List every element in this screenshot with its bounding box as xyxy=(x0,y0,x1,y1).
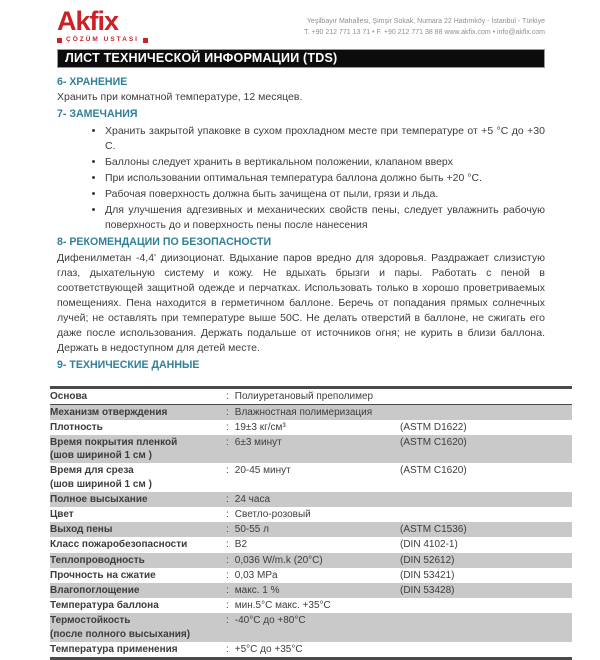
table-row-label: Цвет xyxy=(50,509,74,520)
table-row-standard: (DIN 4102-1) xyxy=(400,539,458,551)
table-row-value: : B2 xyxy=(226,539,248,551)
logo-tagline xyxy=(57,37,148,44)
table-row-standard xyxy=(400,387,572,404)
table-row xyxy=(50,583,572,598)
table-row xyxy=(50,613,572,641)
table-row xyxy=(50,568,572,583)
note-bullet-item: • При использовании оптимальная температура баллона должно быть +20 °С. xyxy=(105,171,545,186)
table-row xyxy=(50,522,572,537)
table-row xyxy=(50,404,572,420)
table-row-value: : 50-55 л xyxy=(226,524,269,536)
table-row-label: Время покрытия пленкой (шов шириной 1 см ) xyxy=(50,437,178,462)
table-row xyxy=(50,387,572,404)
table-row xyxy=(50,507,572,522)
table-row-standard xyxy=(400,613,572,641)
section-heading-notes: 7- ЗАМЕЧАНИЯ xyxy=(57,107,138,120)
address-line-1: Yeşilbayır Mahallesi, Şimşir Sokak, Numara 22 Hadımköy - İstanbul - Türkiye xyxy=(306,18,545,25)
table-row-label: Плотность xyxy=(50,421,103,433)
table-row-label: Полное высыхание xyxy=(50,493,148,505)
akfix-logo xyxy=(57,8,148,44)
table-row xyxy=(50,420,572,435)
table-row-standard: (ASTM D1622) xyxy=(400,421,467,433)
table-row xyxy=(50,642,572,659)
table-row xyxy=(50,492,572,507)
table-row-standard: (DIN 53428) xyxy=(400,584,455,596)
table-row xyxy=(50,463,572,491)
table-row-label: Механизм отверждения xyxy=(50,406,168,418)
note-bullet-item: • Хранить закрытой упаковке в сухом прохладном месте при температуре от +5 °С до +30 С. xyxy=(105,124,545,154)
table-row-standard: (ASTM C1620) xyxy=(400,465,467,477)
safety-body-text: Дифенилметан -4,4' диизоционат. Вдыхание паров вредно для здоровья. Раздражает слизистую глаз, дыхательную систему и кожу. Не вдыхать брызги и пары. Работать с пеной в соответствующей защитной одежде и перчатках. Использовать только в хорошо проветриваемых помещениях. Пена находится в герметичном баллоне. Беречь от попадания прямых солнечных лучей; не оставлять при температуре выше 50С. Не делать отверстий в баллоне, не сжигать его даже после использования. Держать подальше от источников огня; не курить в близи баллона. Держать в недоступном для детей месте. xyxy=(57,251,545,354)
table-row-standard: (DIN 52612) xyxy=(400,554,455,566)
table-row-standard xyxy=(400,642,572,659)
table-row-standard: (DIN 53421) xyxy=(400,569,455,581)
table-row-label: Термостойкость (после полного высыхания) xyxy=(50,615,191,640)
table-row-standard xyxy=(400,492,572,507)
table-row-label: Влагопоглощение xyxy=(50,584,140,596)
table-row-label: Основа xyxy=(50,387,226,404)
table-row-value: : 0,036 W/m.k (20°C) xyxy=(226,554,323,566)
table-row xyxy=(50,435,572,463)
section-heading-storage: 6- ХРАНЕНИЕ xyxy=(57,75,128,88)
table-row-label: Класс пожаробезопасности xyxy=(50,539,188,551)
table-row xyxy=(50,537,572,552)
company-address xyxy=(304,16,545,38)
storage-body-text: Хранить при комнатной температуре, 12 месяцев. xyxy=(57,90,303,103)
table-row-value: : макс. 1 % xyxy=(226,584,280,596)
technical-data-table xyxy=(50,386,572,660)
table-row xyxy=(50,553,572,568)
notes-bullet-list xyxy=(57,124,545,233)
table-row-label: Теплопроводность xyxy=(50,554,145,566)
note-bullet-item: • Рабочая поверхность должна быть зачищена от пыли, грязи и льда. xyxy=(105,187,545,202)
table-row-label: Температура применения xyxy=(50,643,178,655)
table-row-standard xyxy=(400,598,572,613)
table-row-value: : 19±3 кг/см³ xyxy=(226,421,286,433)
document-content xyxy=(0,68,600,660)
table-row-value: : Светло-розовый xyxy=(226,509,311,520)
logo-wordmark: Akfix xyxy=(57,6,119,36)
table-row-value: : 6±3 минут xyxy=(226,437,282,449)
address-line-2: T. +90 212 771 13 71 • F. +90 212 771 38 88 www.akfix.com • info@akfix.com xyxy=(304,29,545,37)
table-row-value: : Полиуретановый преполимер xyxy=(226,387,400,404)
document-header xyxy=(0,0,600,44)
logo-tagline-text: ÇÖZÜM USTASI xyxy=(66,36,139,43)
table-row-label: Выход пены xyxy=(50,524,113,536)
table-row-label: Температура баллона xyxy=(50,600,159,612)
note-bullet-item: • Для улучшения адгезивных и механических свойств пены, следует увлажнить рабочую поверхность до и поверхность пены после нанесения xyxy=(105,203,545,233)
logo-square-icon xyxy=(57,38,62,43)
table-row xyxy=(50,598,572,613)
table-row-value: : +5°C до +35°C xyxy=(226,643,303,655)
table-row-value: : 24 часа xyxy=(226,493,271,505)
logo-square-icon xyxy=(143,38,148,43)
table-row-value: : мин.5°C макс. +35°C xyxy=(226,600,331,612)
note-bullet-item: • Баллоны следует хранить в вертикальном положении, клапаном вверх xyxy=(105,155,545,170)
technical-table-body xyxy=(50,387,572,658)
table-row-value: : 20-45 минут xyxy=(226,465,291,477)
table-row-value: : 0,03 MPa xyxy=(226,569,278,581)
table-row-label: Время для среза (шов шириной 1 см ) xyxy=(50,465,152,490)
table-row-standard: (ASTM C1536) xyxy=(400,524,467,536)
table-row-standard xyxy=(400,404,572,420)
table-row-standard: (ASTM C1620) xyxy=(400,437,467,449)
table-row-standard xyxy=(400,507,572,522)
section-heading-technical: 9- ТЕХНИЧЕСКИЕ ДАННЫЕ xyxy=(57,358,200,371)
document-title-bar: ЛИСТ ТЕХНИЧЕСКОЙ ИНФОРМАЦИИ (TDS) xyxy=(57,49,545,68)
table-row-label: Прочность на сжатие xyxy=(50,569,156,581)
table-row-value: : Влажностная полимеризация xyxy=(226,406,373,418)
table-row-value: : -40°C до +80°C xyxy=(226,615,306,627)
section-heading-safety: 8- РЕКОМЕНДАЦИИ ПО БЕЗОПАСНОСТИ xyxy=(57,235,272,248)
